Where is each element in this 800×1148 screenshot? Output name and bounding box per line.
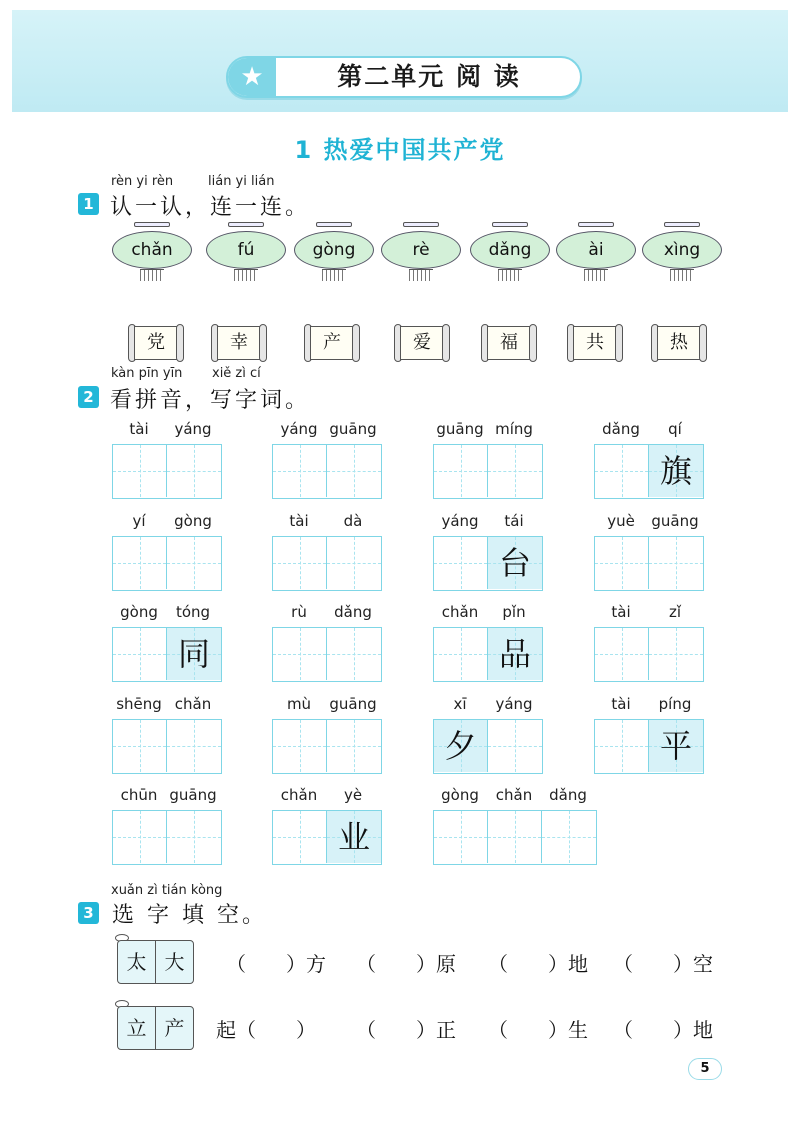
pinyin-word — [272, 784, 383, 866]
q2-instruction: 看拼音，写字词。 — [110, 388, 311, 413]
lantern-pinyin: xìng — [642, 231, 722, 269]
syllable-pinyin: dǎng — [334, 603, 372, 621]
pinyin-word — [433, 601, 544, 683]
syllable-pinyin: píng — [658, 695, 692, 713]
syllable-pinyin: yè — [343, 786, 363, 804]
tian-grid — [433, 536, 543, 591]
character-scroll[interactable] — [651, 326, 707, 360]
syllable-pinyin: guāng — [651, 512, 699, 530]
lantern[interactable] — [556, 222, 636, 284]
writing-cell[interactable] — [113, 720, 167, 772]
lantern-tassel — [409, 269, 433, 281]
tian-grid — [112, 719, 222, 774]
writing-cell[interactable] — [595, 720, 649, 772]
lantern-tassel — [140, 269, 164, 281]
syllable-pinyin: dǎng — [602, 420, 640, 438]
lantern-pinyin: dǎng — [470, 231, 550, 269]
q1-instruction: 认一认，连一连。 — [110, 195, 311, 220]
scroll-character: 热 — [657, 326, 701, 360]
choice-character: 太 — [126, 950, 147, 974]
scroll-roller — [529, 324, 537, 362]
writing-cell[interactable] — [649, 537, 703, 589]
given-character: 夕 — [444, 727, 477, 765]
tian-grid — [433, 444, 543, 499]
book-page — [155, 1006, 194, 1050]
writing-cell[interactable] — [434, 445, 488, 497]
writing-cell[interactable] — [113, 628, 167, 680]
character-scroll[interactable] — [304, 326, 360, 360]
writing-cell[interactable] — [167, 445, 221, 497]
tian-grid — [433, 810, 597, 865]
writing-cell[interactable] — [434, 537, 488, 589]
lantern[interactable] — [206, 222, 286, 284]
syllable-pinyin: qí — [668, 420, 682, 438]
given-character: 同 — [177, 635, 210, 673]
syllable-pinyin: yí — [132, 512, 146, 530]
tian-grid — [112, 536, 222, 591]
given-character-cell — [327, 811, 381, 863]
syllable-pinyin: tài — [129, 420, 149, 438]
scroll-roller — [699, 324, 707, 362]
syllable-pinyin: chǎn — [441, 603, 479, 621]
syllable-pinyin: zǐ — [668, 603, 682, 621]
q2-pinyin-b: xiě zì cí — [212, 366, 261, 381]
lantern-tassel — [234, 269, 258, 281]
syllable-pinyin: gòng — [174, 512, 212, 530]
book-page — [117, 940, 156, 984]
character-scroll[interactable] — [481, 326, 537, 360]
writing-cell[interactable] — [273, 537, 327, 589]
lantern-pinyin: fú — [206, 231, 286, 269]
tian-grid — [112, 627, 222, 682]
lantern[interactable] — [381, 222, 461, 284]
lantern-hook — [578, 222, 614, 227]
tian-grid — [272, 444, 382, 499]
lantern-pinyin: ài — [556, 231, 636, 269]
pinyin-word — [594, 693, 705, 775]
lantern[interactable] — [470, 222, 550, 284]
star-icon: ★ — [228, 58, 276, 96]
writing-cell[interactable] — [327, 720, 381, 772]
writing-cell[interactable] — [327, 628, 381, 680]
syllable-pinyin: chǎn — [495, 786, 533, 804]
writing-cell[interactable] — [595, 537, 649, 589]
scroll-roller — [259, 324, 267, 362]
syllable-pinyin: tái — [504, 512, 524, 530]
given-character: 平 — [659, 727, 692, 765]
syllable-pinyin: guāng — [329, 420, 377, 438]
choice-character: 立 — [126, 1016, 147, 1040]
scroll-character: 党 — [134, 326, 178, 360]
pinyin-word — [594, 418, 705, 500]
tian-grid — [272, 536, 382, 591]
fill-blank[interactable]: 起（ ） — [216, 1018, 316, 1042]
lantern-hook — [134, 222, 170, 227]
syllable-pinyin: guāng — [329, 695, 377, 713]
writing-cell[interactable] — [273, 628, 327, 680]
syllable-pinyin: míng — [495, 420, 533, 438]
lantern-tassel — [584, 269, 608, 281]
lantern[interactable] — [642, 222, 722, 284]
writing-cell[interactable] — [113, 537, 167, 589]
fill-blank[interactable]: （ ）地 — [488, 952, 588, 976]
syllable-pinyin: rù — [291, 603, 307, 621]
writing-cell[interactable] — [488, 811, 542, 863]
tian-grid — [272, 810, 382, 865]
pinyin-word — [433, 418, 544, 500]
given-character-cell — [649, 720, 703, 772]
writing-cell[interactable] — [488, 445, 542, 497]
syllable-pinyin: chūn — [120, 786, 158, 804]
syllable-pinyin: yuè — [607, 512, 635, 530]
choice-book — [117, 1004, 195, 1052]
given-character-cell — [434, 720, 488, 772]
tian-grid — [433, 627, 543, 682]
syllable-pinyin: tài — [289, 512, 309, 530]
given-character: 台 — [498, 544, 531, 582]
writing-cell[interactable] — [434, 628, 488, 680]
syllable-pinyin: dà — [343, 512, 363, 530]
q3-number-badge: 3 — [78, 902, 99, 924]
writing-cell[interactable] — [167, 811, 221, 863]
page-number: 5 — [688, 1058, 722, 1080]
lantern-tassel — [322, 269, 346, 281]
writing-cell[interactable] — [649, 628, 703, 680]
lantern-tassel — [498, 269, 522, 281]
unit-title: 第二单元 阅 读 — [337, 62, 521, 91]
tian-grid — [594, 627, 704, 682]
lantern-hook — [316, 222, 352, 227]
syllable-pinyin: gòng — [120, 603, 158, 621]
choice-book — [117, 938, 195, 986]
given-character-cell — [488, 537, 542, 589]
writing-cell[interactable] — [273, 445, 327, 497]
lantern-pinyin: gòng — [294, 231, 374, 269]
writing-cell[interactable] — [273, 811, 327, 863]
q1-pinyin-a: rèn yi rèn — [111, 174, 174, 189]
fill-blank[interactable]: （ ）方 — [226, 952, 326, 976]
pinyin-word — [112, 601, 223, 683]
writing-cell[interactable] — [113, 445, 167, 497]
lantern-pinyin: chǎn — [112, 231, 192, 269]
given-character: 品 — [498, 635, 531, 673]
given-character-cell — [488, 628, 542, 680]
scroll-roller — [352, 324, 360, 362]
writing-cell[interactable] — [542, 811, 596, 863]
pinyin-word — [112, 693, 223, 775]
pinyin-word — [272, 693, 383, 775]
tian-grid — [594, 719, 704, 774]
tian-grid — [594, 536, 704, 591]
tian-grid — [433, 719, 543, 774]
q1-number-badge: 1 — [78, 193, 99, 215]
given-character: 旗 — [659, 452, 692, 490]
choice-character: 产 — [164, 1016, 185, 1040]
pinyin-word — [433, 510, 544, 592]
scroll-character: 爱 — [400, 326, 444, 360]
fill-blank[interactable]: （ ）原 — [356, 952, 456, 976]
scroll-roller — [615, 324, 623, 362]
lantern-tassel — [670, 269, 694, 281]
syllable-pinyin: yáng — [441, 512, 479, 530]
pinyin-word — [112, 510, 223, 592]
tian-grid — [594, 444, 704, 499]
syllable-pinyin: xī — [453, 695, 467, 713]
character-scroll[interactable] — [567, 326, 623, 360]
scroll-roller — [442, 324, 450, 362]
pinyin-word — [272, 418, 383, 500]
pinyin-word — [594, 601, 705, 683]
pinyin-word — [112, 784, 223, 866]
scroll-character: 共 — [573, 326, 617, 360]
lantern[interactable] — [112, 222, 192, 284]
syllable-pinyin: yáng — [174, 420, 212, 438]
given-character: 业 — [337, 818, 370, 856]
lesson-title: 1 热爱中国共产党 — [294, 136, 506, 164]
syllable-pinyin: pǐn — [502, 603, 526, 621]
choice-character: 大 — [164, 950, 185, 974]
character-scroll[interactable] — [128, 326, 184, 360]
syllable-pinyin: mù — [286, 695, 312, 713]
writing-cell[interactable] — [434, 811, 488, 863]
scroll-roller — [176, 324, 184, 362]
q2-number-badge: 2 — [78, 386, 99, 408]
syllable-pinyin: chǎn — [280, 786, 318, 804]
writing-cell[interactable] — [488, 720, 542, 772]
book-page — [155, 940, 194, 984]
syllable-pinyin: dǎng — [549, 786, 587, 804]
tian-grid — [112, 444, 222, 499]
lantern-hook — [403, 222, 439, 227]
character-scroll[interactable] — [211, 326, 267, 360]
lantern-hook — [664, 222, 700, 227]
pinyin-word — [433, 693, 544, 775]
writing-cell[interactable] — [113, 811, 167, 863]
syllable-pinyin: tài — [611, 603, 631, 621]
unit-banner — [226, 56, 582, 98]
tian-grid — [272, 719, 382, 774]
lantern-pinyin: rè — [381, 231, 461, 269]
scroll-character: 幸 — [217, 326, 261, 360]
syllable-pinyin: yáng — [495, 695, 533, 713]
q3-instruction: 选 字 填 空。 — [112, 903, 267, 928]
tian-grid — [112, 810, 222, 865]
syllable-pinyin: chǎn — [174, 695, 212, 713]
scroll-character: 福 — [487, 326, 531, 360]
fill-blank[interactable]: （ ）生 — [488, 1018, 588, 1042]
tian-grid — [272, 627, 382, 682]
writing-cell[interactable] — [273, 720, 327, 772]
writing-cell[interactable] — [327, 537, 381, 589]
pinyin-word — [433, 784, 598, 866]
writing-cell[interactable] — [595, 628, 649, 680]
writing-cell[interactable] — [327, 445, 381, 497]
pinyin-word — [112, 418, 223, 500]
lantern-hook — [228, 222, 264, 227]
fill-blank[interactable]: （ ）地 — [613, 1018, 713, 1042]
q3-pinyin: xuǎn zì tián kòng — [111, 883, 223, 898]
q1-pinyin-b: lián yi lián — [208, 174, 275, 189]
writing-cell[interactable] — [167, 537, 221, 589]
writing-cell[interactable] — [595, 445, 649, 497]
syllable-pinyin: guāng — [436, 420, 484, 438]
fill-blank[interactable]: （ ）空 — [613, 952, 713, 976]
syllable-pinyin: gòng — [441, 786, 479, 804]
given-character-cell — [167, 628, 221, 680]
pinyin-word — [594, 510, 705, 592]
fill-blank[interactable]: （ ）正 — [356, 1018, 456, 1042]
lantern[interactable] — [294, 222, 374, 284]
syllable-pinyin: shēng — [116, 695, 162, 713]
pinyin-word — [272, 510, 383, 592]
syllable-pinyin: tài — [611, 695, 631, 713]
pinyin-word — [272, 601, 383, 683]
lantern-hook — [492, 222, 528, 227]
scroll-character: 产 — [310, 326, 354, 360]
syllable-pinyin: yáng — [280, 420, 318, 438]
given-character-cell — [649, 445, 703, 497]
writing-cell[interactable] — [167, 720, 221, 772]
character-scroll[interactable] — [394, 326, 450, 360]
syllable-pinyin: guāng — [169, 786, 217, 804]
book-page — [117, 1006, 156, 1050]
q2-pinyin-a: kàn pīn yīn — [111, 366, 183, 381]
syllable-pinyin: tóng — [175, 603, 211, 621]
